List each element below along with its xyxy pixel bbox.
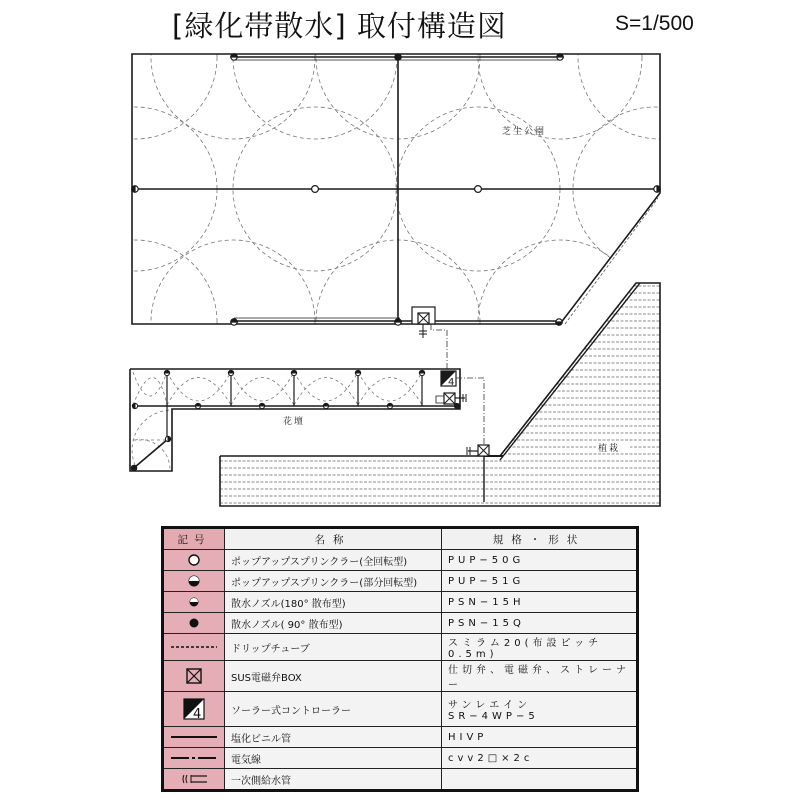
dashed-line-icon xyxy=(170,644,218,650)
legend-spec: PSN−15Q xyxy=(442,613,638,634)
legend-name: 塩化ビニル管 xyxy=(225,727,442,748)
legend-header-row xyxy=(163,528,638,550)
legend-name: 散水ノズル( 90° 散布型) xyxy=(225,613,442,634)
legend-spec: 仕切弁、電磁弁、ストレーナー xyxy=(442,661,638,692)
legend-spec: PSN−15H xyxy=(442,592,638,613)
legend-row xyxy=(163,613,638,634)
legend-spec: HIVP xyxy=(442,727,638,748)
flower-bed-label: 花壇 xyxy=(283,417,306,427)
legend-name: 電気線 xyxy=(225,748,442,769)
solar-controller-icon xyxy=(441,371,456,388)
legend-name: SUS電磁弁BOX xyxy=(225,661,442,692)
legend-row xyxy=(163,634,638,661)
symbol-column-header: 記号 xyxy=(163,528,225,550)
open-circle-icon xyxy=(187,553,201,567)
crossed-box-icon xyxy=(418,313,429,324)
half-filled-circle-icon xyxy=(187,574,201,588)
legend-name: ドリップチューブ xyxy=(225,634,442,661)
svg-text:4: 4 xyxy=(193,707,202,720)
crossed-box-icon xyxy=(478,445,489,456)
scale-label: S=1/500 xyxy=(615,12,694,35)
legend-row xyxy=(163,727,638,748)
legend-name: ソーラー式コントローラー xyxy=(225,692,442,727)
legend-spec: スミラム20(布設ピッチ0.5m) xyxy=(442,634,638,661)
legend-row xyxy=(163,550,638,571)
filled-circle-icon xyxy=(188,617,200,629)
legend-spec: cvv2□×2c xyxy=(442,748,638,769)
crossed-box-icon xyxy=(444,393,455,404)
name-column-header: 名称 xyxy=(225,528,442,550)
legend-table xyxy=(161,526,639,792)
page-title: [緑化帯散水] 取付構造図 xyxy=(172,9,507,43)
planting-area xyxy=(220,283,660,506)
lawn-park-area xyxy=(53,0,742,404)
legend-name: 一次側給水管 xyxy=(225,769,442,791)
dash-dot-line-icon xyxy=(170,755,218,761)
primary-supply-pipe-icon xyxy=(179,773,209,785)
svg-text:4: 4 xyxy=(448,377,455,388)
legend-row xyxy=(163,769,638,791)
legend-row xyxy=(163,692,638,727)
solid-line-icon xyxy=(170,734,218,740)
legend-spec xyxy=(442,769,638,791)
legend-row xyxy=(163,661,638,692)
lawn-park-label: 芝生公園 xyxy=(502,127,547,137)
legend-spec: サンレエイン SR−4WP−5 xyxy=(442,692,638,727)
legend-row xyxy=(163,592,638,613)
spec-column-header: 規格・形状 xyxy=(442,528,638,550)
legend-name: ポップアップスプリンクラー(全回転型) xyxy=(225,550,442,571)
small-half-filled-circle-icon xyxy=(188,596,200,608)
planting-label: 植栽 xyxy=(598,444,621,454)
solar-controller-icon xyxy=(183,698,205,720)
legend-name: 散水ノズル(180° 散布型) xyxy=(225,592,442,613)
legend-spec: PUP−50G xyxy=(442,550,638,571)
crossed-box-icon xyxy=(186,668,202,684)
legend-row xyxy=(163,748,638,769)
legend-row xyxy=(163,571,638,592)
legend-spec: PUP−51G xyxy=(442,571,638,592)
legend-name: ポップアップスプリンクラー(部分回転型) xyxy=(225,571,442,592)
